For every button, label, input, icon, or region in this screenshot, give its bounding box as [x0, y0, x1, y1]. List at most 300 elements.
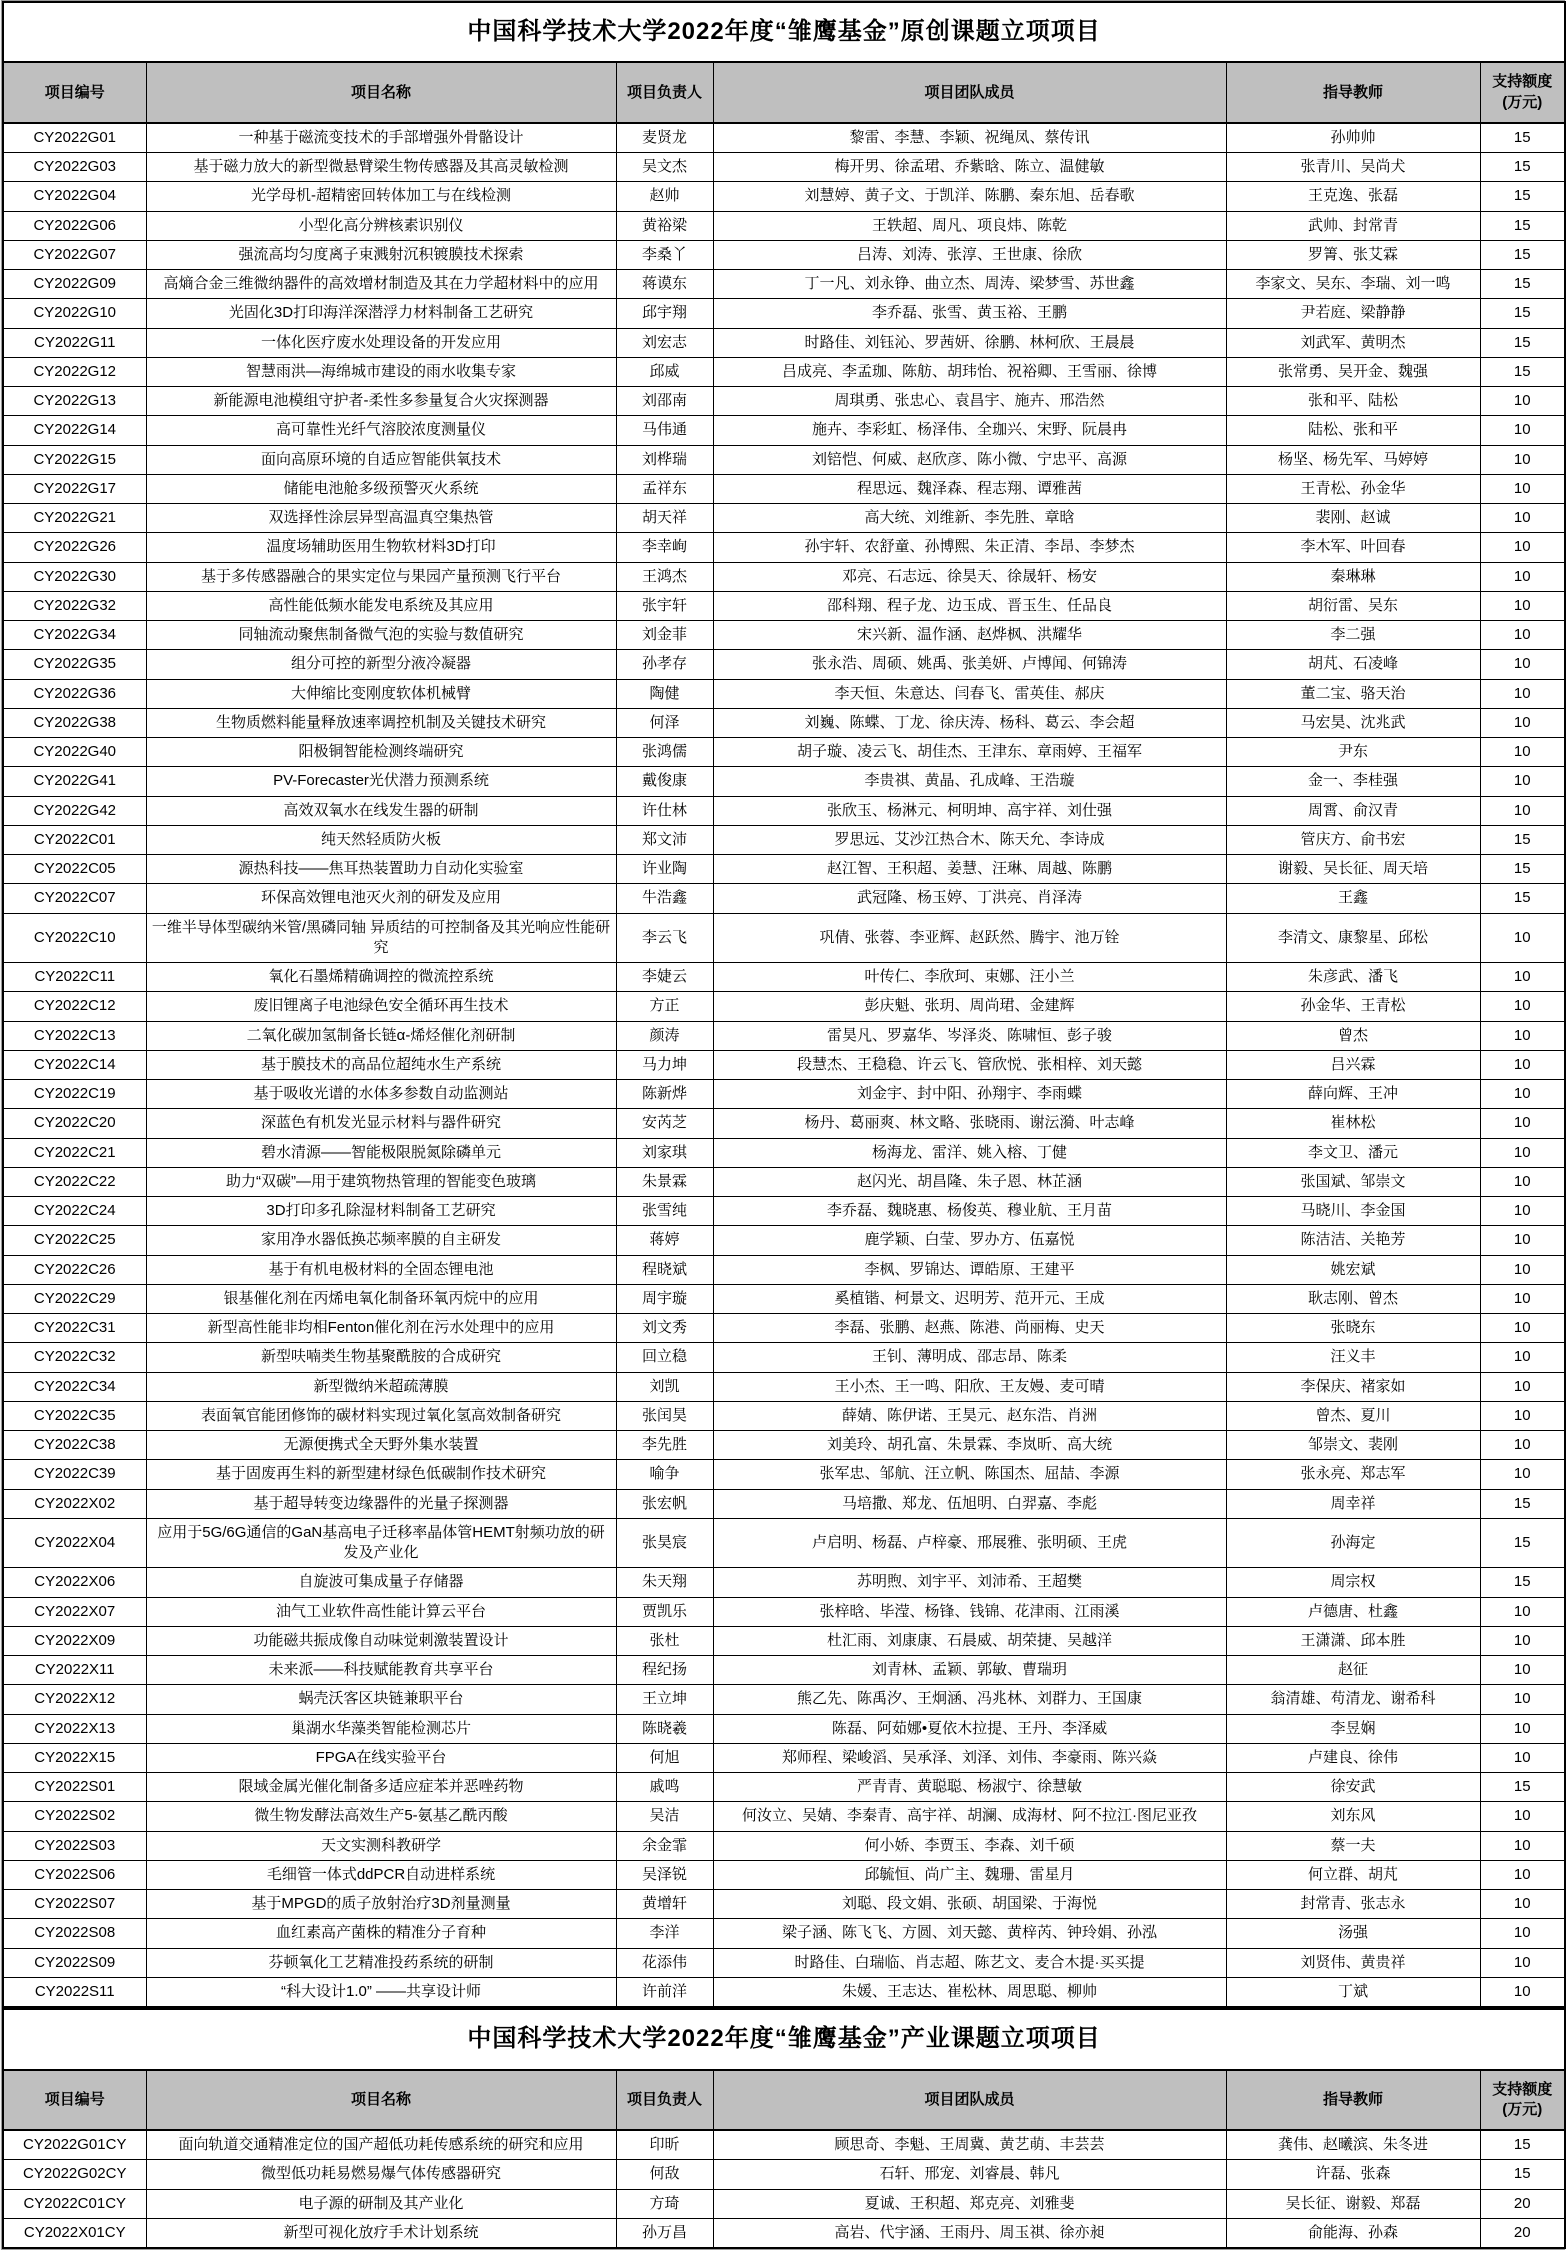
table-row [3, 474, 1565, 503]
cell-project-name: 储能电池舱多级预警灭火系统 [146, 474, 616, 503]
table-row [3, 650, 1565, 679]
cell-team-members: 赵江智、王积超、姜慧、汪琳、周越、陈鹏 [713, 855, 1226, 884]
cell-project-name: 面向高原环境的自适应智能供氧技术 [146, 445, 616, 474]
cell-project-id: CY2022X11 [3, 1656, 146, 1685]
cell-project-leader: 马伟通 [616, 416, 713, 445]
cell-team-members: 王轶超、周凡、项良炜、陈乾 [713, 211, 1226, 240]
cell-project-leader: 邱宇翔 [616, 299, 713, 328]
cell-project-name: 高性能低频水能发电系统及其应用 [146, 591, 616, 620]
cell-team-members: 刘聪、段文娟、张硕、胡国梁、于海悦 [713, 1890, 1226, 1919]
cell-support-amount: 10 [1480, 1597, 1565, 1626]
cell-project-leader: 李桑丫 [616, 240, 713, 269]
cell-team-members: 薛婧、陈伊诺、王昊元、赵东浩、肖洲 [713, 1401, 1226, 1430]
cell-project-id: CY2022S07 [3, 1890, 146, 1919]
cell-support-amount: 20 [1480, 2189, 1565, 2218]
cell-project-id: CY2022G26 [3, 533, 146, 562]
cell-project-name: 高可靠性光纤气溶胶浓度测量仪 [146, 416, 616, 445]
cell-project-id: CY2022X02 [3, 1489, 146, 1518]
cell-project-leader: 王鸿杰 [616, 562, 713, 591]
cell-project-leader: 戚鸣 [616, 1773, 713, 1802]
cell-advisors: 崔林松 [1226, 1109, 1480, 1138]
cell-project-leader: 朱天翔 [616, 1568, 713, 1597]
column-header: 项目编号 [3, 62, 146, 123]
table-row [3, 1050, 1565, 1079]
cell-support-amount: 10 [1480, 1226, 1565, 1255]
cell-project-leader: 刘文秀 [616, 1314, 713, 1343]
cell-advisors: 许磊、张森 [1226, 2160, 1480, 2189]
cell-advisors: 李文卫、潘元 [1226, 1138, 1480, 1167]
cell-project-name: PV-Forecaster光伏潜力预测系统 [146, 767, 616, 796]
cell-project-leader: 蒋婷 [616, 1226, 713, 1255]
table-row [3, 387, 1565, 416]
cell-advisors: 陆松、张和平 [1226, 416, 1480, 445]
cell-advisors: 李昱娴 [1226, 1714, 1480, 1743]
cell-team-members: 段慧杰、王稳稳、许云飞、管欣悦、张相梓、刘天懿 [713, 1050, 1226, 1079]
cell-advisors: 姚宏斌 [1226, 1255, 1480, 1284]
cell-advisors: 管庆方、俞书宏 [1226, 825, 1480, 854]
cell-project-id: CY2022X06 [3, 1568, 146, 1597]
cell-project-id: CY2022G30 [3, 562, 146, 591]
cell-support-amount: 15 [1480, 153, 1565, 182]
cell-project-id: CY2022C29 [3, 1284, 146, 1313]
table-row [3, 2218, 1565, 2248]
cell-support-amount: 10 [1480, 1167, 1565, 1196]
table-row [3, 1948, 1565, 1977]
cell-advisors: 曾杰 [1226, 1021, 1480, 1050]
cell-project-name: 新型微纳米超疏薄膜 [146, 1372, 616, 1401]
cell-team-members: 梅开男、徐孟珺、乔紫晗、陈立、温健敏 [713, 153, 1226, 182]
table-title-row [3, 2009, 1565, 2069]
table-row [3, 1109, 1565, 1138]
column-header-row [3, 2070, 1565, 2131]
cell-team-members: 顾思奇、李魁、王周冀、黄艺萌、丰芸芸 [713, 2130, 1226, 2160]
cell-team-members: 石轩、邢宠、刘睿晨、韩凡 [713, 2160, 1226, 2189]
cell-project-leader: 张宏帆 [616, 1489, 713, 1518]
cell-project-leader: 程纪扬 [616, 1656, 713, 1685]
cell-project-id: CY2022G40 [3, 738, 146, 767]
cell-project-id: CY2022S08 [3, 1919, 146, 1948]
cell-project-leader: 马力坤 [616, 1050, 713, 1079]
cell-advisors: 尹若庭、梁静静 [1226, 299, 1480, 328]
table-row [3, 963, 1565, 992]
column-header: 项目负责人 [616, 62, 713, 123]
table-row [3, 1714, 1565, 1743]
cell-support-amount: 15 [1480, 2160, 1565, 2189]
cell-support-amount: 15 [1480, 884, 1565, 913]
table-row [3, 1431, 1565, 1460]
cell-project-id: CY2022C05 [3, 855, 146, 884]
cell-team-members: 鹿学颖、白莹、罗办方、伍嘉悦 [713, 1226, 1226, 1255]
cell-project-name: 无源便携式全天野外集水装置 [146, 1431, 616, 1460]
cell-project-id: CY2022G15 [3, 445, 146, 474]
cell-project-id: CY2022C31 [3, 1314, 146, 1343]
table-row [3, 884, 1565, 913]
cell-support-amount: 10 [1480, 650, 1565, 679]
cell-project-leader: 安芮芝 [616, 1109, 713, 1138]
cell-project-id: CY2022G10 [3, 299, 146, 328]
cell-project-leader: 刘凯 [616, 1372, 713, 1401]
cell-team-members: 周琪勇、张忠心、袁昌宇、施卉、邢浩然 [713, 387, 1226, 416]
cell-project-name: 一维半导体型碳纳米管/黑磷同轴 异质结的可控制备及其光响应性能研究 [146, 913, 616, 963]
cell-advisors: 刘武军、黄明杰 [1226, 328, 1480, 357]
original-projects-table [2, 1, 1566, 2008]
cell-team-members: 彭庆魁、张玥、周尚珺、金建辉 [713, 992, 1226, 1021]
cell-team-members: 宋兴新、温作涵、赵烨枫、洪耀华 [713, 621, 1226, 650]
cell-project-name: 基于固废再生料的新型建材绿色低碳制作技术研究 [146, 1460, 616, 1489]
cell-support-amount: 10 [1480, 1372, 1565, 1401]
table-row [3, 357, 1565, 386]
column-header: 项目团队成员 [713, 62, 1226, 123]
cell-project-name: 助力“双碳”—用于建筑物热管理的智能变色玻璃 [146, 1167, 616, 1196]
cell-project-leader: 黄裕梁 [616, 211, 713, 240]
table-row [3, 1831, 1565, 1860]
cell-project-name: 大伸缩比变刚度软体机械臂 [146, 679, 616, 708]
cell-project-id: CY2022X13 [3, 1714, 146, 1743]
cell-support-amount: 15 [1480, 1568, 1565, 1597]
industry-projects-table [2, 2008, 1566, 2249]
cell-team-members: 杨海龙、雷洋、姚入榕、丁健 [713, 1138, 1226, 1167]
cell-project-name: 未来派——科技赋能教育共享平台 [146, 1656, 616, 1685]
cell-project-id: CY2022S01 [3, 1773, 146, 1802]
cell-team-members: 高岩、代宇涵、王雨丹、周玉祺、徐亦昶 [713, 2218, 1226, 2248]
cell-support-amount: 10 [1480, 1197, 1565, 1226]
cell-project-leader: 邱威 [616, 357, 713, 386]
cell-support-amount: 10 [1480, 767, 1565, 796]
cell-project-leader: 周宇璇 [616, 1284, 713, 1313]
cell-project-leader: 许仕林 [616, 796, 713, 825]
cell-project-id: CY2022X12 [3, 1685, 146, 1714]
cell-advisors: 马晓川、李金国 [1226, 1197, 1480, 1226]
cell-support-amount: 10 [1480, 1977, 1565, 2007]
cell-project-leader: 陈新烨 [616, 1080, 713, 1109]
cell-project-leader: 胡天祥 [616, 504, 713, 533]
cell-project-name: 高熵合金三维微纳器件的高效增材制造及其在力学超材料中的应用 [146, 270, 616, 299]
cell-support-amount: 10 [1480, 445, 1565, 474]
cell-support-amount: 10 [1480, 1431, 1565, 1460]
cell-project-id: CY2022S09 [3, 1948, 146, 1977]
cell-advisors: 张晓东 [1226, 1314, 1480, 1343]
table-row [3, 1919, 1565, 1948]
cell-project-name: 新型呋喃类生物基聚酰胺的合成研究 [146, 1343, 616, 1372]
cell-project-name: 高效双氧水在线发生器的研制 [146, 796, 616, 825]
table-row [3, 1743, 1565, 1772]
cell-team-members: 程思远、魏泽森、程志翔、谭雅茜 [713, 474, 1226, 503]
cell-project-leader: 印昕 [616, 2130, 713, 2160]
cell-support-amount: 10 [1480, 1831, 1565, 1860]
cell-team-members: 雷昊凡、罗嘉华、岑泽炎、陈啸恒、彭子骏 [713, 1021, 1226, 1050]
cell-team-members: 张军忠、邹航、汪立帆、陈国杰、屈喆、李源 [713, 1460, 1226, 1489]
cell-project-name: 面向轨道交通精准定位的国产超低功耗传感系统的研究和应用 [146, 2130, 616, 2160]
cell-project-id: CY2022C12 [3, 992, 146, 1021]
cell-project-id: CY2022C25 [3, 1226, 146, 1255]
cell-project-id: CY2022G09 [3, 270, 146, 299]
cell-project-id: CY2022G04 [3, 182, 146, 211]
cell-project-leader: 李幸峋 [616, 533, 713, 562]
cell-project-name: 废旧锂离子电池绿色安全循环再生技术 [146, 992, 616, 1021]
cell-project-leader: 陶健 [616, 679, 713, 708]
table-row [3, 1685, 1565, 1714]
cell-advisors: 孙海定 [1226, 1518, 1480, 1568]
cell-support-amount: 10 [1480, 913, 1565, 963]
cell-project-leader: 张宇轩 [616, 591, 713, 620]
cell-support-amount: 10 [1480, 621, 1565, 650]
table-row [3, 270, 1565, 299]
cell-support-amount: 10 [1480, 963, 1565, 992]
cell-project-id: CY2022C01CY [3, 2189, 146, 2218]
cell-support-amount: 15 [1480, 357, 1565, 386]
cell-project-leader: 李云飞 [616, 913, 713, 963]
cell-project-leader: 颜涛 [616, 1021, 713, 1050]
page-title: 中国科学技术大学2022年度“雏鹰基金”原创课题立项项目 [3, 2, 1565, 62]
cell-advisors: 李家文、吴东、李瑞、刘一鸣 [1226, 270, 1480, 299]
cell-project-name: 3D打印多孔除湿材料制备工艺研究 [146, 1197, 616, 1226]
table-row [3, 992, 1565, 1021]
table-row [3, 2189, 1565, 2218]
table-body [3, 123, 1565, 2007]
cell-team-members: 时路佳、刘钰沁、罗茜妍、徐鹏、林柯欣、王晨晨 [713, 328, 1226, 357]
column-header-row [3, 62, 1565, 123]
cell-advisors: 王克逸、张磊 [1226, 182, 1480, 211]
cell-team-members: 黎雷、李慧、李颖、祝绳凤、蔡传讯 [713, 123, 1226, 153]
table-row [3, 1626, 1565, 1655]
table-row [3, 1597, 1565, 1626]
table-row [3, 1314, 1565, 1343]
cell-project-leader: 孙万昌 [616, 2218, 713, 2248]
cell-project-name: 光固化3D打印海洋深潜浮力材料制备工艺研究 [146, 299, 616, 328]
cell-project-id: CY2022S11 [3, 1977, 146, 2007]
column-header: 项目名称 [146, 62, 616, 123]
cell-project-leader: 孙孝存 [616, 650, 713, 679]
cell-team-members: 武冠隆、杨玉婷、丁洪亮、肖泽涛 [713, 884, 1226, 913]
cell-advisors: 谢毅、吴长征、周天培 [1226, 855, 1480, 884]
cell-support-amount: 15 [1480, 299, 1565, 328]
cell-team-members: 吕成亮、李孟珈、陈舫、胡玮怡、祝裕卿、王雪丽、徐博 [713, 357, 1226, 386]
cell-support-amount: 15 [1480, 1489, 1565, 1518]
cell-team-members: 高大统、刘维新、李先胜、章晗 [713, 504, 1226, 533]
cell-advisors: 秦琳琳 [1226, 562, 1480, 591]
cell-team-members: 夏诚、王积超、郑克亮、刘雅斐 [713, 2189, 1226, 2218]
cell-team-members: 张永浩、周硕、姚禹、张美妍、卢博闻、何锦涛 [713, 650, 1226, 679]
cell-project-name: 双选择性涂层异型高温真空集热管 [146, 504, 616, 533]
cell-project-name: 电子源的研制及其产业化 [146, 2189, 616, 2218]
cell-advisors: 李保庆、褚家如 [1226, 1372, 1480, 1401]
cell-advisors: 封常青、张志永 [1226, 1890, 1480, 1919]
cell-advisors: 王鑫 [1226, 884, 1480, 913]
cell-project-name: 组分可控的新型分液冷凝器 [146, 650, 616, 679]
cell-project-id: CY2022G11 [3, 328, 146, 357]
cell-project-id: CY2022C13 [3, 1021, 146, 1050]
table-row [3, 825, 1565, 854]
table-row [3, 1489, 1565, 1518]
cell-team-members: 叶传仁、李欣珂、束娜、汪小兰 [713, 963, 1226, 992]
table-row [3, 504, 1565, 533]
cell-project-leader: 蒋谟东 [616, 270, 713, 299]
cell-support-amount: 10 [1480, 1138, 1565, 1167]
cell-team-members: 邵科翔、程子龙、边玉成、晋玉生、任品良 [713, 591, 1226, 620]
cell-project-id: CY2022C26 [3, 1255, 146, 1284]
cell-advisors: 徐安武 [1226, 1773, 1480, 1802]
cell-support-amount: 10 [1480, 1626, 1565, 1655]
cell-advisors: 汪义丰 [1226, 1343, 1480, 1372]
cell-support-amount: 10 [1480, 738, 1565, 767]
cell-project-id: CY2022X04 [3, 1518, 146, 1568]
cell-team-members: 李贵祺、黄晶、孔成峰、王浩璇 [713, 767, 1226, 796]
cell-project-name: 功能磁共振成像自动味觉刺激装置设计 [146, 1626, 616, 1655]
cell-advisors: 龚伟、赵曦滨、朱冬进 [1226, 2130, 1480, 2160]
cell-project-name: 家用净水器低换芯频率膜的自主研发 [146, 1226, 616, 1255]
cell-project-leader: 李婕云 [616, 963, 713, 992]
table-row [3, 2160, 1565, 2189]
cell-team-members: 时路佳、白瑞临、肖志超、陈艺文、麦合木提·买买提 [713, 1948, 1226, 1977]
cell-support-amount: 10 [1480, 474, 1565, 503]
cell-support-amount: 10 [1480, 679, 1565, 708]
cell-team-members: 丁一凡、刘永铮、曲立杰、周涛、梁梦雪、苏世鑫 [713, 270, 1226, 299]
cell-project-id: CY2022G14 [3, 416, 146, 445]
cell-project-name: 微型低功耗易燃易爆气体传感器研究 [146, 2160, 616, 2189]
cell-advisors: 刘贤伟、黄贵祥 [1226, 1948, 1480, 1977]
cell-advisors: 李木军、叶回春 [1226, 533, 1480, 562]
table-row [3, 182, 1565, 211]
table-row [3, 621, 1565, 650]
cell-project-leader: 郑文沛 [616, 825, 713, 854]
cell-advisors: 张青川、吴尚犬 [1226, 153, 1480, 182]
table-row [3, 328, 1565, 357]
cell-project-id: CY2022C38 [3, 1431, 146, 1460]
cell-project-leader: 何旭 [616, 1743, 713, 1772]
table-row [3, 796, 1565, 825]
cell-project-id: CY2022G02CY [3, 2160, 146, 2189]
table-row [3, 1656, 1565, 1685]
cell-support-amount: 15 [1480, 240, 1565, 269]
table-row [3, 855, 1565, 884]
cell-project-name: 基于MPGD的质子放射治疗3D剂量测量 [146, 1890, 616, 1919]
table-row [3, 562, 1565, 591]
cell-team-members: 刘青林、孟颖、郭敏、曹瑞玥 [713, 1656, 1226, 1685]
cell-project-name: 纯天然轻质防火板 [146, 825, 616, 854]
cell-advisors: 卢德唐、杜鑫 [1226, 1597, 1480, 1626]
cell-project-leader: 刘金菲 [616, 621, 713, 650]
cell-team-members: 邓亮、石志远、徐昊天、徐晟轩、杨安 [713, 562, 1226, 591]
cell-support-amount: 10 [1480, 1460, 1565, 1489]
cell-project-id: CY2022C07 [3, 884, 146, 913]
cell-support-amount: 10 [1480, 1401, 1565, 1430]
cell-advisors: 周幸祥 [1226, 1489, 1480, 1518]
cell-advisors: 王潇潇、邱本胜 [1226, 1626, 1480, 1655]
cell-advisors: 马宏昊、沈兆武 [1226, 708, 1480, 737]
cell-advisors: 何立群、胡芃 [1226, 1860, 1480, 1889]
table-row [3, 240, 1565, 269]
cell-project-id: CY2022G13 [3, 387, 146, 416]
table-row [3, 416, 1565, 445]
cell-support-amount: 10 [1480, 1314, 1565, 1343]
cell-project-leader: 方琦 [616, 2189, 713, 2218]
cell-project-leader: 贾凯乐 [616, 1597, 713, 1626]
table-row [3, 679, 1565, 708]
cell-team-members: 郑师程、梁峻滔、吴承泽、刘泽、刘伟、李豪雨、陈兴焱 [713, 1743, 1226, 1772]
cell-project-id: CY2022G01CY [3, 2130, 146, 2160]
cell-support-amount: 15 [1480, 1773, 1565, 1802]
table-title-row [3, 2, 1565, 62]
cell-project-leader: 孟祥东 [616, 474, 713, 503]
cell-project-name: 小型化高分辨核素识别仪 [146, 211, 616, 240]
cell-advisors: 曾杰、夏川 [1226, 1401, 1480, 1430]
cell-project-name: 氧化石墨烯精确调控的微流控系统 [146, 963, 616, 992]
table-row [3, 1255, 1565, 1284]
cell-project-name: 限域金属光催化制备多适应症苯并恶唑药物 [146, 1773, 616, 1802]
cell-support-amount: 10 [1480, 1685, 1565, 1714]
column-header: 支持额度(万元) [1480, 62, 1565, 123]
cell-project-id: CY2022C21 [3, 1138, 146, 1167]
table-row [3, 1167, 1565, 1196]
cell-project-leader: 吴文杰 [616, 153, 713, 182]
cell-advisors: 董二宝、骆天治 [1226, 679, 1480, 708]
cell-project-leader: 刘宏志 [616, 328, 713, 357]
cell-project-id: CY2022X15 [3, 1743, 146, 1772]
cell-project-leader: 李洋 [616, 1919, 713, 1948]
cell-support-amount: 10 [1480, 1050, 1565, 1079]
table-row [3, 1021, 1565, 1050]
cell-support-amount: 20 [1480, 2218, 1565, 2248]
cell-advisors: 胡芃、石凌峰 [1226, 650, 1480, 679]
cell-advisors: 张常勇、吴开金、魏强 [1226, 357, 1480, 386]
cell-project-name: 一体化医疗废水处理设备的开发应用 [146, 328, 616, 357]
table-row [3, 1890, 1565, 1919]
table-row [3, 913, 1565, 963]
table-row [3, 123, 1565, 153]
cell-project-leader: 何敌 [616, 2160, 713, 2189]
cell-project-leader: 张昊宸 [616, 1518, 713, 1568]
cell-project-name: 基于超导转变边缘器件的光量子探测器 [146, 1489, 616, 1518]
cell-support-amount: 10 [1480, 591, 1565, 620]
cell-team-members: 刘锫恺、何威、赵欣彦、陈小微、宁忠平、高源 [713, 445, 1226, 474]
cell-advisors: 孙金华、王青松 [1226, 992, 1480, 1021]
column-header: 项目编号 [3, 2070, 146, 2131]
cell-project-id: CY2022C11 [3, 963, 146, 992]
cell-team-members: 杨丹、葛丽爽、林文略、张晓雨、谢沄漪、叶志峰 [713, 1109, 1226, 1138]
cell-project-leader: 花添伟 [616, 1948, 713, 1977]
cell-support-amount: 10 [1480, 992, 1565, 1021]
table-row [3, 299, 1565, 328]
cell-project-name: 油气工业软件高性能计算云平台 [146, 1597, 616, 1626]
cell-advisors: 裴刚、赵诚 [1226, 504, 1480, 533]
cell-team-members: 王小杰、王一鸣、阳欣、王友嫚、麦可晴 [713, 1372, 1226, 1401]
table-row [3, 1138, 1565, 1167]
cell-support-amount: 15 [1480, 1518, 1565, 1568]
cell-advisors: 张和平、陆松 [1226, 387, 1480, 416]
table-row [3, 533, 1565, 562]
cell-project-id: CY2022X01CY [3, 2218, 146, 2248]
cell-project-leader: 张杜 [616, 1626, 713, 1655]
cell-advisors: 薛向辉、王冲 [1226, 1080, 1480, 1109]
cell-project-id: CY2022C01 [3, 825, 146, 854]
cell-support-amount: 15 [1480, 825, 1565, 854]
table-body [3, 2130, 1565, 2248]
cell-project-name: 新型高性能非均相Fenton催化剂在污水处理中的应用 [146, 1314, 616, 1343]
cell-team-members: 赵闪光、胡昌隆、朱子恩、林芷涵 [713, 1167, 1226, 1196]
table-row [3, 1401, 1565, 1430]
cell-project-name: “科大设计1.0” ——共享设计师 [146, 1977, 616, 2007]
cell-project-name: 银基催化剂在丙烯电氧化制备环氧丙烷中的应用 [146, 1284, 616, 1313]
cell-project-leader: 张雪纯 [616, 1197, 713, 1226]
column-header: 项目负责人 [616, 2070, 713, 2131]
cell-project-name: 基于膜技术的高品位超纯水生产系统 [146, 1050, 616, 1079]
cell-team-members: 梁子涵、陈飞飞、方圆、刘天懿、黄梓芮、钟玲娟、孙泓 [713, 1919, 1226, 1948]
cell-project-id: CY2022G01 [3, 123, 146, 153]
cell-support-amount: 10 [1480, 504, 1565, 533]
cell-project-name: 光学母机-超精密回转体加工与在线检测 [146, 182, 616, 211]
cell-advisors: 周霄、俞汉青 [1226, 796, 1480, 825]
cell-team-members: 马培撒、郑龙、伍旭明、白羿嘉、李彪 [713, 1489, 1226, 1518]
